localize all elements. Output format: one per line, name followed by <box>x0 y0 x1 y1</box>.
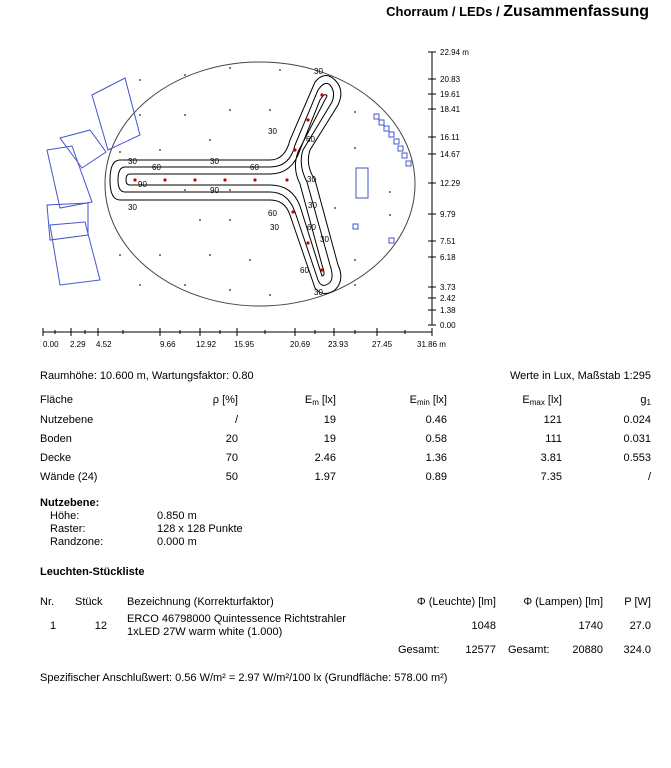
contour-label: 60 <box>250 163 259 172</box>
scale-info: Werte in Lux, Maßstab 1:295 <box>509 370 651 382</box>
x-tick-label: 4.52 <box>96 340 112 349</box>
x-tick-label: 9.66 <box>160 340 176 349</box>
room-info: Raumhöhe: 10.600 m, Wartungsfaktor: 0.80 <box>40 370 254 382</box>
y-tick-label: 14.67 <box>440 150 461 159</box>
y-tick-label: 12.29 <box>440 179 461 188</box>
x-tick-label: 23.93 <box>328 340 349 349</box>
col-header-bezeichnung: Bezeichnung (Korrekturfaktor) <box>127 596 274 608</box>
y-tick-label: 7.51 <box>440 237 456 246</box>
x-tick-label: 15.95 <box>234 340 255 349</box>
col-header-em: $E_m$ [lx] <box>304 394 336 407</box>
lum-phi-leuchte: 1048 <box>471 620 496 632</box>
surface-rho: 50 <box>225 471 238 483</box>
surface-name: Decke <box>40 452 72 464</box>
lum-stueck: 12 <box>94 620 107 632</box>
isolux-plot <box>0 40 671 360</box>
surface-rho: 70 <box>225 452 238 464</box>
surface-g1: 0.553 <box>623 452 651 464</box>
lum-bezeichnung-line2: 1xLED 27W warm white (1.000) <box>127 626 283 638</box>
x-axis-ticks <box>43 328 446 349</box>
surface-g1: / <box>647 471 651 483</box>
y-tick-label: 20.83 <box>440 75 461 84</box>
x-tick-label: 20.69 <box>290 340 311 349</box>
y-tick-label: 22.94 m <box>440 48 469 57</box>
y-tick-label: 19.61 <box>440 90 461 99</box>
y-tick-label: 3.73 <box>440 283 456 292</box>
col-header-phi-leuchte: Φ (Leuchte) [lm] <box>416 596 496 608</box>
total-power: 324.0 <box>623 644 651 656</box>
contour-label: 30 <box>128 203 137 212</box>
y-tick-label: 16.11 <box>440 133 460 142</box>
contour-label: 90 <box>210 186 219 195</box>
randzone-label: Randzone: <box>50 536 104 548</box>
y-tick-label: 6.18 <box>440 253 456 262</box>
col-header-stueck: Stück <box>75 596 103 608</box>
contour-label: 30 <box>210 157 219 166</box>
raster-value: 128 x 128 Punkte <box>157 523 243 535</box>
surface-rho: / <box>234 414 238 426</box>
surface-em: 1.97 <box>314 471 336 483</box>
luminaire-points <box>133 93 323 271</box>
raster-label: Raster: <box>50 523 86 535</box>
col-header-power: P [W] <box>624 596 651 608</box>
nutzebene-title: Nutzebene: <box>40 497 100 509</box>
contour-label: 90 <box>138 180 147 189</box>
contour-label: 60 <box>268 209 277 218</box>
right-luminaires <box>374 114 411 166</box>
total-phi-lampen: 20880 <box>572 644 603 656</box>
y-tick-label: 18.41 <box>440 105 461 114</box>
page-title: Chorraum / LEDs / Zusammenfassung <box>386 3 649 20</box>
surface-em: 2.46 <box>314 452 336 464</box>
surface-em: 19 <box>323 414 336 426</box>
col-header-nr: Nr. <box>40 596 55 608</box>
total-phi-leuchte: 12577 <box>465 644 496 656</box>
contour-label: 60 <box>152 163 161 172</box>
contour-label: 30 <box>268 127 277 136</box>
contour-label: 30 <box>320 235 329 244</box>
contour-label: 30 <box>307 175 316 184</box>
contour-label: 60 <box>300 266 309 275</box>
x-tick-label: 12.92 <box>196 340 217 349</box>
surface-emax: 3.81 <box>540 452 562 464</box>
contour-label: 30 <box>308 201 317 210</box>
y-tick-label: 0.00 <box>440 321 456 330</box>
surface-emin: 0.58 <box>425 433 447 445</box>
surface-emax: 7.35 <box>540 471 562 483</box>
contour-label: 60 <box>307 223 316 232</box>
surface-g1: 0.024 <box>623 414 651 426</box>
surface-emin: 1.36 <box>425 452 447 464</box>
col-header-emax: $E_{max}$ [lx] <box>522 394 562 407</box>
surface-name: Nutzebene <box>40 414 94 426</box>
x-tick-label: 27.45 <box>372 340 393 349</box>
col-header-flaeche: Fläche <box>40 394 74 406</box>
x-tick-label: 31.86 m <box>417 340 446 349</box>
randzone-value: 0.000 m <box>157 536 197 548</box>
lum-phi-lampen: 1740 <box>578 620 603 632</box>
x-tick-label: 0.00 <box>43 340 59 349</box>
surface-emin: 0.46 <box>425 414 447 426</box>
contour-label: 30 <box>314 67 323 76</box>
lum-bezeichnung-line1: ERCO 46798000 Quintessence Richtstrahler <box>127 613 346 625</box>
surface-emax: 121 <box>543 414 562 426</box>
wall-blocks <box>47 78 394 285</box>
total-label-lampen: Gesamt: <box>508 644 550 656</box>
surface-emin: 0.89 <box>425 471 447 483</box>
col-header-phi-lampen: Φ (Lampen) [lm] <box>523 596 603 608</box>
y-tick-label: 1.38 <box>440 306 456 315</box>
total-label-leuchte: Gesamt: <box>398 644 440 656</box>
surface-g1: 0.031 <box>623 433 651 445</box>
hoehe-value: 0.850 m <box>157 510 197 522</box>
y-tick-label: 2.42 <box>440 294 456 303</box>
surface-name: Boden <box>40 433 72 445</box>
col-header-rho: ρ [%] <box>212 394 238 406</box>
contour-label: 30 <box>314 288 323 297</box>
contour-label: 60 <box>306 135 315 144</box>
surface-name: Wände (24) <box>40 471 98 483</box>
surface-rho: 20 <box>225 433 238 445</box>
surface-emax: 111 <box>545 433 562 445</box>
leuchten-title: Leuchten-Stückliste <box>40 566 145 578</box>
specific-power-note: Spezifischer Anschlußwert: 0.56 W/m² = 2.97 W/m²/100 lx (Grundfläche: 578.00 m²) <box>40 672 448 684</box>
surface-em: 19 <box>323 433 336 445</box>
contour-label: 30 <box>270 223 279 232</box>
lum-nr: 1 <box>50 620 57 632</box>
col-header-emin: $E_{min}$ [lx] <box>409 394 447 407</box>
contour-label: 30 <box>128 157 137 166</box>
col-header-g1: $g_1$ <box>640 394 651 407</box>
x-tick-label: 2.29 <box>70 340 86 349</box>
hoehe-label: Höhe: <box>50 510 80 522</box>
lum-power: 27.0 <box>629 620 651 632</box>
y-tick-label: 9.79 <box>440 210 456 219</box>
y-axis-ticks <box>428 48 469 330</box>
